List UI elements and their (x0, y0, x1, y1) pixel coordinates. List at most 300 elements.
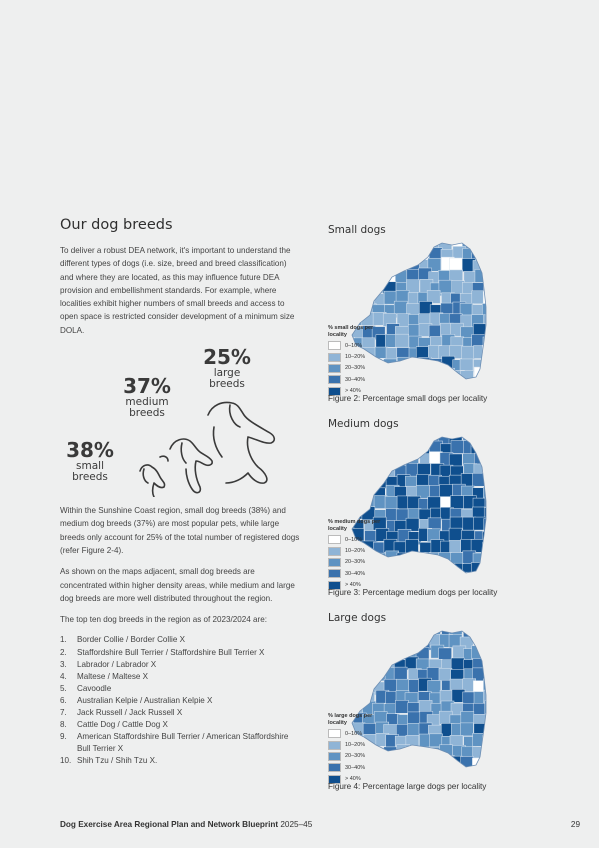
legend-label: 10–20% (345, 742, 366, 749)
figure-caption: Figure 4: Percentage large dogs per locality (328, 782, 487, 791)
locality-region (341, 625, 354, 636)
locality-region (472, 291, 485, 304)
list-item-number: 2. (60, 647, 67, 657)
legend-row (328, 340, 388, 351)
legend-row (328, 751, 388, 762)
locality-region (384, 452, 397, 465)
locality-region (486, 668, 498, 681)
locality-region (431, 767, 444, 779)
locality-region (497, 573, 498, 585)
locality-region (396, 370, 409, 383)
locality-region (486, 454, 498, 467)
locality-region (386, 561, 399, 574)
locality-region (332, 237, 345, 248)
locality-region (408, 637, 421, 650)
locality-region (461, 380, 474, 391)
locality-region (331, 487, 344, 500)
list-item-text: Border Collie / Border Collie X (77, 635, 185, 645)
locality-region (495, 714, 498, 727)
locality-region (405, 747, 418, 760)
list-item-text: Maltese / Maltese X (77, 671, 149, 681)
legend-row (328, 545, 388, 556)
map-figure (328, 418, 498, 612)
locality-region (486, 246, 498, 259)
locality-region (495, 679, 498, 692)
locality-region (482, 758, 495, 771)
locality-region (398, 767, 411, 779)
locality-region (339, 442, 352, 455)
locality-region (386, 768, 399, 779)
locality-region (364, 257, 377, 270)
locality-region (486, 635, 498, 648)
locality-region (495, 370, 498, 383)
locality-region (397, 452, 410, 465)
locality-region (352, 303, 365, 316)
locality-region (330, 463, 343, 476)
locality-region (364, 453, 377, 466)
locality-region (408, 380, 421, 391)
dog-outlines-icon (130, 397, 290, 497)
legend-swatch (328, 752, 341, 761)
list-item (60, 634, 300, 646)
legend-label: 20–30% (345, 753, 366, 760)
legend-row (328, 534, 388, 545)
legend-row (328, 568, 388, 579)
locality-region (396, 334, 409, 347)
legend-swatch (328, 729, 341, 738)
legend-row (328, 762, 388, 773)
list-item-number: 8. (60, 720, 67, 730)
locality-region (354, 625, 367, 638)
locality-region (441, 766, 454, 779)
locality-region (460, 371, 473, 384)
map-figure (328, 612, 498, 806)
page-number: 29 (570, 820, 580, 829)
locality-region (407, 562, 420, 575)
map-legend (328, 519, 388, 591)
locality-region (374, 635, 387, 648)
locality-region (363, 250, 376, 263)
locality-region (340, 280, 353, 293)
locality-region (363, 272, 376, 285)
locality-region (342, 498, 355, 511)
map-title: Medium dogs (328, 418, 399, 430)
locality-region (330, 247, 341, 260)
locality-region (483, 279, 496, 292)
legend-swatch (328, 341, 341, 350)
locality-region (330, 476, 342, 489)
locality-region (493, 563, 498, 576)
locality-region (340, 259, 353, 272)
locality-region (495, 519, 498, 532)
legend-title: % large dogs per locality (328, 713, 373, 726)
locality-region (343, 237, 356, 249)
locality-region (483, 576, 496, 585)
locality-region (332, 291, 345, 304)
locality-region (495, 249, 498, 262)
section-heading: Our dog breeds (60, 217, 173, 233)
locality-region (352, 293, 365, 306)
left-column (60, 217, 300, 767)
locality-region (406, 367, 419, 380)
locality-region (452, 380, 465, 391)
list-item-number: 3. (60, 659, 67, 669)
list-item-number: 10. (60, 756, 72, 766)
locality-region (496, 292, 498, 305)
locality-region (341, 635, 354, 648)
locality-region (407, 248, 420, 261)
locality-region (385, 626, 398, 639)
locality-region (395, 380, 408, 391)
locality-region (486, 723, 498, 736)
locality-region (395, 237, 408, 248)
locality-region (385, 638, 398, 651)
locality-region (417, 237, 430, 250)
locality-region (353, 249, 366, 262)
locality-region (494, 271, 498, 284)
locality-region (361, 239, 374, 252)
list-item-number: 4. (60, 671, 67, 681)
locality-region (495, 638, 498, 651)
locality-region (494, 531, 498, 544)
map-legend (328, 713, 388, 785)
locality-region (497, 646, 498, 659)
legend-row (328, 739, 388, 750)
locality-region (330, 496, 343, 509)
maps-column (328, 224, 498, 806)
list-item (60, 683, 300, 695)
locality-region (482, 562, 495, 575)
locality-region (474, 379, 487, 391)
locality-region (496, 626, 498, 639)
list-item-number: 9. (60, 732, 67, 742)
locality-region (394, 646, 407, 659)
locality-region (352, 657, 365, 670)
locality-region (451, 658, 464, 671)
footer (60, 820, 580, 829)
legend-label: > 40% (345, 582, 361, 589)
locality-region (494, 668, 498, 681)
locality-region (473, 237, 486, 250)
locality-region (407, 431, 420, 442)
locality-region (340, 669, 353, 682)
locality-region (394, 667, 407, 680)
locality-region (406, 238, 419, 251)
locality-region (485, 701, 498, 714)
locality-region (461, 711, 474, 724)
legend-label: 20–30% (345, 559, 366, 566)
stat-small-pct: 38% (66, 438, 114, 463)
locality-region (494, 552, 498, 565)
locality-region (330, 679, 343, 692)
stat-large-pct: 25% (203, 345, 251, 370)
locality-region (475, 766, 488, 779)
locality-region (430, 756, 443, 769)
locality-region (483, 625, 496, 638)
top-breeds-list (60, 634, 300, 767)
locality-region (341, 302, 354, 315)
locality-region (363, 656, 376, 669)
locality-region (340, 452, 353, 465)
locality-region (484, 442, 497, 455)
locality-region (351, 635, 364, 648)
locality-region (353, 670, 366, 683)
stat-small (60, 439, 120, 483)
locality-region (483, 337, 496, 350)
map-title: Large dogs (328, 612, 387, 624)
list-item (60, 755, 300, 767)
locality-region (483, 553, 496, 566)
locality-region (364, 671, 377, 684)
locality-region (405, 442, 418, 455)
legend-label: > 40% (345, 776, 361, 783)
locality-region (486, 713, 498, 726)
locality-region (395, 757, 408, 770)
footer-title: Dog Exercise Area Regional Plan and Network Blueprint (60, 820, 279, 829)
locality-region (483, 257, 496, 270)
locality-region (430, 574, 443, 585)
locality-region (376, 259, 389, 272)
locality-region (384, 647, 397, 660)
locality-region (386, 249, 399, 262)
locality-region (374, 431, 387, 443)
locality-region (497, 302, 498, 315)
legend-swatch (328, 353, 341, 362)
legend-label: 20–30% (345, 365, 366, 372)
paragraph-4: The top ten dog breeds in the region as of 2023/2024 are: (60, 615, 267, 625)
locality-region (341, 659, 354, 672)
locality-region (496, 475, 498, 488)
list-item-text: Shih Tzu / Shih Tzu X. (77, 756, 158, 766)
locality-region (418, 766, 431, 779)
legend-swatch (328, 364, 341, 373)
list-item-text: Staffordshire Bull Terrier / Staffordshire Bull Terrier X (77, 647, 265, 657)
locality-region (398, 250, 411, 263)
legend-swatch (328, 569, 341, 578)
locality-region (398, 561, 411, 574)
locality-region (352, 462, 365, 475)
locality-region (394, 301, 407, 314)
locality-region (496, 379, 498, 391)
locality-region (493, 723, 498, 736)
intro-paragraph: To deliver a robust DEA network, it's important to understand the different types of dogs (i.e. size, breed and breed classification) and where they are located, as this may influence future DEA provision and embellishment standards. For example, where localities exhibit higher numbers of small breeds and access to open space is restricted consider development of a minimum size DOLA. (60, 246, 295, 335)
list-item (60, 695, 300, 707)
locality-region (417, 552, 430, 565)
locality-region (353, 693, 366, 706)
locality-region (462, 346, 475, 359)
legend-swatch (328, 763, 341, 772)
locality-region (330, 441, 343, 454)
locality-region (419, 574, 432, 585)
locality-region (418, 757, 431, 770)
locality-region (408, 553, 421, 566)
locality-region (461, 756, 474, 769)
locality-region (407, 767, 420, 779)
locality-region (420, 747, 433, 760)
locality-region (439, 648, 452, 661)
locality-region (372, 647, 385, 660)
locality-region (385, 496, 398, 509)
locality-region (494, 335, 498, 348)
locality-region (364, 635, 377, 648)
locality-region (482, 736, 495, 749)
stat-medium-pct: 37% (123, 374, 171, 399)
list-item (60, 671, 300, 683)
legend-row (328, 557, 388, 568)
locality-region (383, 238, 396, 251)
locality-region (374, 453, 387, 466)
locality-region (417, 368, 430, 381)
locality-region (375, 270, 388, 283)
legend-label: > 40% (345, 388, 361, 395)
locality-region (330, 259, 341, 272)
locality-region (463, 572, 476, 585)
locality-region (340, 690, 353, 703)
locality-region (408, 625, 421, 637)
legend-label: 10–20% (345, 354, 366, 361)
locality-region (494, 347, 498, 360)
locality-region (351, 431, 364, 444)
locality-region (340, 290, 353, 303)
locality-region (441, 564, 454, 577)
locality-region (384, 257, 397, 270)
locality-region (472, 575, 485, 585)
list-item-text: Australian Kelpie / Australian Kelpie X (77, 695, 213, 705)
locality-region (352, 477, 365, 490)
legend-row (328, 374, 388, 385)
locality-region (482, 431, 495, 444)
locality-region (353, 487, 366, 500)
locality-region (331, 270, 344, 283)
locality-region (373, 247, 386, 260)
locality-region (373, 237, 386, 250)
locality-region (331, 432, 344, 445)
figure-caption: Figure 2: Percentage small dogs per locality (328, 394, 488, 403)
legend-label: 30–40% (345, 376, 366, 383)
locality-region (330, 303, 341, 316)
locality-region (450, 258, 463, 271)
locality-region (482, 464, 495, 477)
locality-region (482, 345, 495, 358)
locality-region (473, 432, 486, 445)
list-item-number: 5. (60, 683, 67, 693)
legend-title: % medium dogs per locality (328, 519, 381, 532)
locality-region (495, 509, 498, 522)
locality-region (486, 324, 498, 337)
locality-region (495, 431, 498, 444)
locality-region (482, 542, 495, 555)
locality-region (353, 681, 366, 694)
locality-region (441, 755, 454, 768)
locality-region (350, 442, 363, 455)
locality-region (361, 312, 374, 325)
locality-region (372, 627, 385, 640)
legend-title: % small dogs per locality (328, 325, 374, 338)
list-item-number: 7. (60, 708, 67, 718)
locality-region (396, 679, 409, 692)
locality-region (330, 312, 342, 325)
locality-region (331, 636, 344, 649)
locality-region (442, 368, 455, 381)
legend-swatch (328, 547, 341, 556)
locality-region (494, 237, 498, 249)
locality-region (342, 250, 355, 263)
locality-region (497, 497, 498, 510)
locality-region (495, 486, 498, 499)
locality-region (495, 658, 498, 671)
locality-region (494, 313, 498, 326)
locality-region (330, 648, 342, 661)
locality-region (474, 635, 487, 648)
legend-label: 0–10% (345, 536, 363, 543)
locality-region (482, 369, 495, 382)
locality-region (419, 431, 432, 444)
locality-region (485, 476, 498, 489)
locality-region (330, 282, 342, 295)
legend-label: 30–40% (345, 764, 366, 771)
locality-region (409, 756, 422, 769)
locality-region (474, 367, 487, 380)
locality-region (386, 431, 399, 443)
locality-region (474, 625, 487, 637)
legend-row (328, 351, 388, 362)
legend-label: 0–10% (345, 342, 363, 349)
locality-region (395, 625, 408, 636)
legend-swatch (328, 375, 341, 384)
legend-row (328, 363, 388, 374)
list-item (60, 719, 300, 731)
locality-region (484, 647, 497, 660)
locality-region (331, 453, 344, 466)
stat-medium-label: medium breeds (125, 396, 169, 420)
locality-region (460, 723, 473, 736)
locality-region (351, 258, 364, 271)
locality-region (408, 723, 421, 736)
locality-region (332, 701, 345, 714)
locality-region (484, 378, 497, 391)
locality-region (395, 700, 408, 713)
locality-region (416, 378, 429, 391)
locality-region (429, 381, 442, 391)
locality-region (330, 660, 342, 673)
locality-region (497, 693, 498, 706)
locality-region (439, 280, 452, 293)
locality-region (495, 463, 498, 476)
legend-label: 0–10% (345, 730, 363, 737)
locality-region (340, 431, 353, 442)
locality-region (485, 497, 498, 510)
locality-region (473, 733, 486, 746)
locality-region (493, 359, 498, 372)
locality-region (464, 768, 477, 779)
locality-region (396, 637, 409, 650)
list-item-text: American Staffordshire Bull Terrier / American Staffordshire Bull Terrier X (77, 732, 289, 754)
map-legend (328, 325, 388, 397)
legend-swatch (328, 535, 341, 544)
locality-region (471, 563, 484, 576)
locality-region (385, 443, 398, 456)
locality-region (429, 371, 442, 384)
locality-region (495, 324, 498, 337)
locality-region (352, 648, 365, 661)
locality-region (397, 443, 410, 456)
locality-region (452, 575, 465, 585)
locality-region (417, 565, 430, 578)
legend-row (328, 728, 388, 739)
locality-region (395, 431, 408, 442)
locality-region (439, 552, 452, 565)
legend-swatch (328, 741, 341, 750)
